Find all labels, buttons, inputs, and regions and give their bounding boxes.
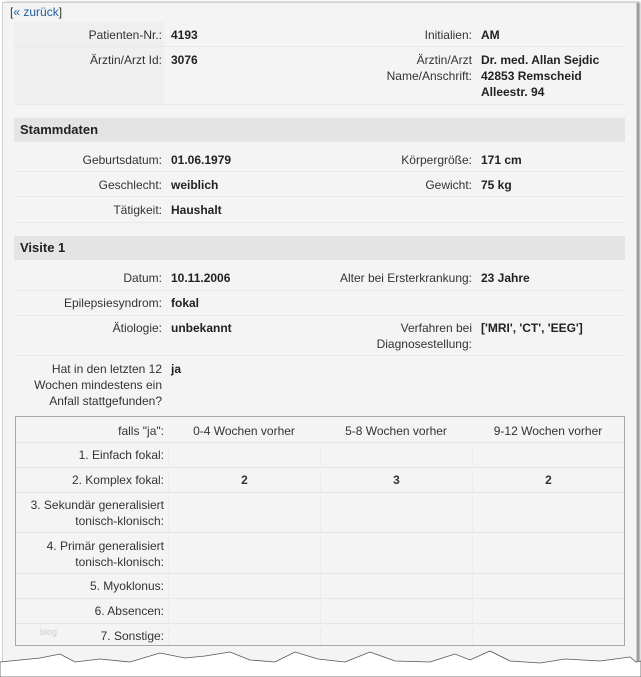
row-label: 1. Einfach fokal: — [78, 448, 164, 462]
taetigkeit-label: Tätigkeit: — [113, 203, 162, 217]
back-link[interactable]: « zurück — [13, 5, 59, 19]
row-value — [320, 603, 472, 623]
table-row — [16, 599, 624, 624]
row-value — [320, 447, 472, 467]
arzt-id-value: 3076 — [171, 53, 198, 67]
row-label: 5. Myoklonus: — [89, 579, 164, 593]
row-value — [168, 578, 320, 598]
datum-value: 10.11.2006 — [171, 271, 231, 285]
koerpergroesse-value: 171 cm — [481, 153, 522, 167]
bracket-open: [ — [10, 5, 14, 19]
verfahren-label-line2: Diagnosestellung: — [376, 337, 472, 351]
geburtsdatum-value: 01.06.1979 — [171, 153, 232, 167]
row-label-line1: 3. Sekundär generalisiert — [30, 498, 164, 512]
table-header-0-4: 0-4 Wochen vorher — [193, 424, 295, 438]
row-value — [472, 447, 624, 467]
seizure-table — [15, 416, 625, 646]
row-label — [16, 538, 168, 573]
back-link-wrapper — [10, 5, 62, 19]
table-row — [16, 533, 624, 574]
anfall-label — [14, 361, 162, 409]
koerpergroesse-label: Körpergröße: — [401, 153, 472, 167]
row-label-line2: tonisch-klonisch: — [75, 514, 164, 528]
row-label — [16, 497, 168, 532]
arzt-name-label-line1: Ärztin/Arzt — [416, 53, 472, 67]
geschlecht-value: weiblich — [171, 178, 219, 192]
table-header-label: falls "ja": — [118, 424, 164, 438]
verfahren-label-line1: Verfahren bei — [400, 321, 472, 335]
table-header-row — [16, 417, 624, 443]
arzt-name-label-line2: Name/Anschrift: — [386, 69, 472, 83]
gewicht-value: 75 kg — [481, 178, 512, 192]
row-value — [472, 538, 624, 573]
row-value — [472, 628, 624, 645]
section-stammdaten: Stammdaten — [14, 118, 625, 142]
arzt-id-label: Ärztin/Arzt Id: — [89, 53, 162, 67]
taetigkeit-value: Haushalt — [171, 203, 222, 217]
anfall-value: ja — [171, 362, 182, 376]
arzt-name-line1: Dr. med. Allan Sejdic — [481, 53, 600, 67]
row-value — [320, 497, 472, 532]
divider — [14, 46, 625, 47]
row-value — [168, 447, 320, 467]
initialen-value: AM — [481, 28, 500, 42]
table-row — [16, 574, 624, 599]
divider — [14, 171, 625, 172]
arzt-name-line3: Alleestr. 94 — [481, 85, 545, 99]
alter-label: Alter bei Ersterkrankung: — [339, 271, 472, 285]
syndrom-value: fokal — [171, 296, 200, 310]
alter-value: 23 Jahre — [481, 271, 530, 285]
row-value — [472, 497, 624, 532]
row-label: 2. Komplex fokal: — [71, 473, 164, 487]
row-value: 2 — [472, 472, 624, 492]
arzt-name-value — [481, 52, 599, 100]
torn-edge-decoration — [0, 648, 641, 677]
divider — [14, 104, 625, 105]
row-value — [168, 628, 320, 645]
row-label: 7. Sonstige: — [100, 629, 164, 643]
row-label-line2: tonisch-klonisch: — [75, 555, 164, 569]
anfall-label-line1: Hat in den letzten 12 — [51, 362, 162, 376]
row-value — [168, 538, 320, 573]
gewicht-label: Gewicht: — [425, 178, 472, 192]
row-value — [168, 497, 320, 532]
verfahren-value: ['MRI', 'CT', 'EEG'] — [481, 321, 583, 335]
divider — [14, 290, 625, 291]
row-value — [320, 578, 472, 598]
geburtsdatum-label: Geburtsdatum: — [82, 153, 162, 167]
anfall-label-line2: Wochen mindestens ein — [34, 378, 162, 392]
divider — [14, 196, 625, 197]
row-value — [472, 603, 624, 623]
patient-nr-value: 4193 — [171, 28, 198, 42]
row-label: 6. Absencen: — [94, 604, 164, 618]
section-visite: Visite 1 — [14, 236, 625, 260]
aetiologie-label: Ätiologie: — [112, 321, 162, 335]
row-value — [168, 603, 320, 623]
syndrom-label: Epilepsiesyndrom: — [63, 296, 162, 310]
divider — [14, 355, 625, 356]
arzt-name-line2: 42853 Remscheid — [481, 69, 582, 83]
row-value: 3 — [320, 472, 472, 492]
anfall-label-line3: Anfall stattgefunden? — [49, 394, 162, 408]
patient-nr-label: Patienten-Nr.: — [88, 28, 162, 42]
divider — [14, 222, 625, 223]
geschlecht-label: Geschlecht: — [98, 178, 162, 192]
aetiologie-value: unbekannt — [171, 321, 232, 335]
datum-label: Datum: — [123, 271, 162, 285]
table-row — [16, 624, 624, 645]
row-value — [472, 578, 624, 598]
bracket-close: ] — [58, 5, 63, 19]
table-header-5-8: 5-8 Wochen vorher — [345, 424, 447, 438]
arzt-name-label — [320, 52, 472, 84]
row-value — [320, 628, 472, 645]
table-header-9-12: 9-12 Wochen vorher — [493, 424, 603, 438]
row-label-line1: 4. Primär generalisiert — [46, 539, 164, 553]
watermark: blog — [40, 627, 58, 637]
table-row — [16, 468, 624, 493]
table-row — [16, 493, 624, 533]
divider — [14, 315, 625, 316]
verfahren-label — [320, 320, 472, 352]
table-row — [16, 443, 624, 468]
row-value: 2 — [168, 472, 320, 492]
row-value — [320, 538, 472, 573]
initialen-label: Initialien: — [424, 28, 472, 42]
